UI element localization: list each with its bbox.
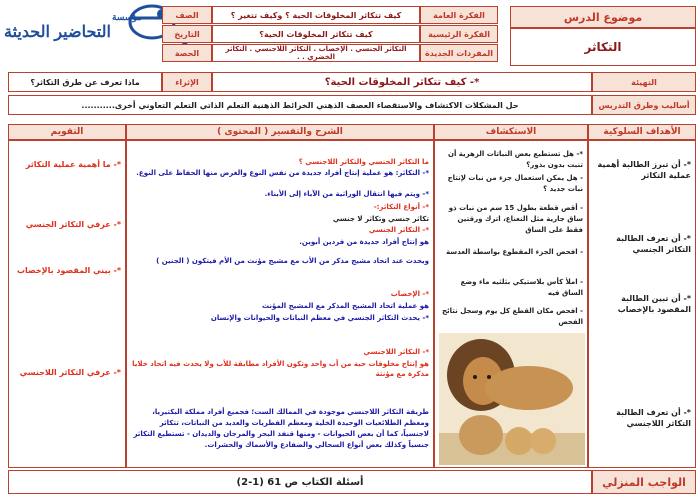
- exploration-text: - افحص مكان القطع كل يوم وسجل نتائج الفحص: [442, 307, 583, 326]
- explanation-line: تكاثر جنسي وتكاثر لا جنسي: [332, 215, 429, 223]
- explanation-line: طريقة التكاثر اللاجنسي موجودة في الممالك الست؛ فجميع أفراد مملكة البكتيريا، ومعظم الطلائعيات الوحيدة الخلية ومعظم الفطريات والعديد من النباتات، تتكاثر لاجنسياً، كما أن بعض الحيوانات - ومنها قنفذ البحر والمرجان والديدان - تستطيع التكاثر جنسياً وكذلك بعض أنواع السحالي والضفادع والأسماك والحشرات.: [133, 408, 429, 449]
- explanation-line: هو عملية اتحاد المشيج المذكر مع المشيج المؤنث: [262, 302, 429, 310]
- label-class: الصف: [162, 6, 212, 24]
- explanation-line: *- الإخصاب: [390, 290, 429, 298]
- assessment-column: [8, 140, 126, 468]
- label-lesson-topic: موضوع الدرس: [510, 6, 696, 28]
- label-period: الحصة: [162, 44, 212, 62]
- objective-item: *- أن تبين الطالبة المقصود بالإخصاب: [617, 294, 691, 314]
- warmup-question: *- كيف تتكاثر المخلوقات الحية؟: [212, 72, 592, 92]
- assessment-item: *- ما أهمية عملية التكاثر: [25, 160, 121, 169]
- exploration-text: - افحص الجزء المقطوع بواسطة العدسة: [446, 248, 583, 256]
- col-header-objectives: الأهداف السلوكية: [588, 124, 696, 140]
- explanation-line: *- التكاثر: هو عملية إنتاج أفراد جديدة من نفس النوع والغرض منها الحفاظ على النوع.: [136, 169, 429, 177]
- logo-main-text: التحاضير الحديثة: [4, 24, 111, 41]
- new-vocabulary: التكاثر الجنسي . الإخصاب . التكاثر اللاجنسي . التكاثر الخضري . .: [212, 44, 420, 62]
- label-enrichment: الإثراء: [162, 72, 212, 92]
- objective-item: *- أن تعرف الطالبة التكاثر اللاجنسي: [616, 408, 691, 428]
- assessment-item: *- عرفي التكاثر اللاجنسي: [19, 368, 121, 377]
- strategies: حل المشكلات الاكتشاف والاستقصاء العصف الذهني الخرائط الذهنية التعلم الذاتي التعلم التعاوني أخرى...........: [8, 95, 592, 115]
- label-main-idea: الفكرة الرئيسية: [420, 25, 498, 43]
- col-header-exploration: الاستكشاف: [434, 124, 588, 140]
- assessment-item: *- بيني المقصود بالإخصاب: [16, 266, 121, 275]
- logo-small-text: مؤسسة: [112, 12, 142, 22]
- exploration-text: *- هل تستطيع بعض النباتات الزهرية أن تنبت بدون بذور؟: [448, 150, 583, 169]
- assessment-item: *- عرفي التكاثر الجنسي: [25, 220, 121, 229]
- explanation-line: *- التكاثر اللاجنسي: [363, 348, 429, 356]
- label-warmup: التهيئة: [592, 72, 696, 92]
- lion-family-image: [439, 333, 585, 465]
- explanation-line: هو إنتاج مخلوقات حية من أب واحد وتكون الأفراد مطابقة للأب ولا يحدث فيه اتحاد خلايا مذكرة مع مؤنثة: [132, 360, 429, 378]
- objective-item: *- أن تبرز الطالبة أهمية عملية التكاثر: [597, 160, 691, 180]
- label-strategies: أساليب وطرق التدريس: [592, 95, 696, 115]
- lesson-topic: التكاثر: [510, 28, 696, 66]
- homework-value: أسئلة الكتاب ص 61 (1-2): [8, 470, 592, 494]
- objectives-column: [588, 140, 696, 468]
- objective-item: *- أن تعرف الطالبة التكاثر الجنسي: [616, 234, 691, 254]
- col-header-explanation: الشرح والتفسير ( المحتوى ): [126, 124, 434, 140]
- exploration-text: - أقص قطعة بطول 15 سم من نبات ذو ساق جارية مثل النعناع، اترك ورقتين فقط على الساق: [448, 204, 583, 234]
- explanation-line: ويحدث عند اتحاد مشيج مذكر من الأب مع مشيج مؤنث من الأم فيتكون ( الجنين ): [156, 257, 429, 265]
- exploration-column: [434, 140, 588, 468]
- label-date: التاريخ: [162, 25, 212, 43]
- label-new-vocabulary: المفردات الجديدة: [420, 44, 498, 62]
- explanation-column: [126, 140, 434, 468]
- label-general-idea: الفكرة العامة: [420, 6, 498, 24]
- explanation-line: ما التكاثر الجنسي والتكاثر اللاجنسي ؟: [298, 158, 429, 166]
- key-question: كيف تتكاثر المخلوقات الحية ؟ وكيف تتغير ؟: [212, 6, 420, 24]
- explanation-line: *- التكاثر الجنسي: [368, 226, 429, 234]
- main-idea: كيف تتكاثر المخلوقات الحية؟: [212, 25, 420, 43]
- col-header-assessment: التقويم: [8, 124, 126, 140]
- explanation-line: *- أنواع التكاثر:-: [373, 203, 429, 211]
- explanation-line: هو إنتاج أفراد جديدة من فردين أبوين.: [299, 238, 429, 246]
- explanation-line: *- ويتم فيها انتقال الوراثية من الآباء إلى الأبناء.: [264, 190, 429, 198]
- exploration-text: - املأ كأس بلاستيكي بثلثيه ماء وضع الساق فيه: [460, 278, 583, 297]
- enrichment-question: ماذا تعرف عن طرق التكاثر؟: [8, 72, 162, 92]
- exploration-text: - هل يمكن استعمال جزء من نبات لإنتاج نبات جديد ؟: [447, 174, 583, 193]
- label-homework: الواجب المنزلي: [592, 470, 696, 494]
- explanation-line: *- يحدث التكاثر الجنسي في معظم النباتات والحيوانات والإنسان: [210, 314, 429, 322]
